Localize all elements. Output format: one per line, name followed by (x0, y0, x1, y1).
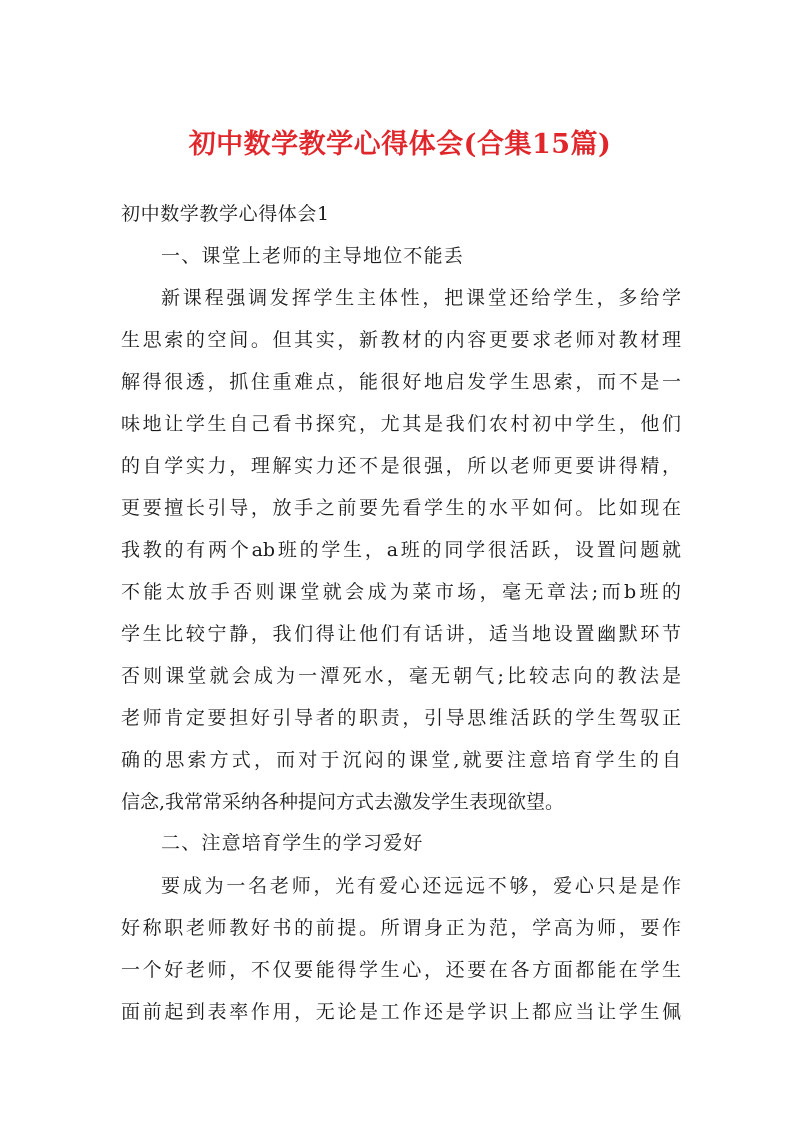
paragraph-2-line: 好称职老师教好书的前提。所谓身正为范，学高为师，要作 (121, 917, 681, 939)
paragraph-1-line: 老师肯定要担好引导者的职责，引导思维活跃的学生驾驭正 (121, 707, 681, 729)
paragraph-1-line: 我教的有两个ab班的学生，a班的同学很活跃，设置问题就 (121, 539, 681, 561)
paragraph-1-line: 生思索的空间。但其实，新教材的内容更要求老师对教材理 (121, 329, 681, 351)
paragraph-1-line: 否则课堂就会成为一潭死水，毫无朝气;比较志向的教法是 (121, 665, 681, 687)
paragraph-2-line: 一个好老师，不仅要能得学生心，还要在各方面都能在学生 (121, 959, 681, 981)
paragraph-1-line: 的自学实力，理解实力还不是很强，所以老师更要讲得精， (121, 455, 681, 477)
paragraph-1-line: 信念,我常常采纳各种提问方式去激发学生表现欲望。 (121, 791, 565, 813)
section-title: 初中数学教学心得体会1 (121, 203, 330, 225)
paragraph-2-line: 面前起到表率作用，无论是工作还是学识上都应当让学生佩 (121, 1001, 681, 1023)
paragraph-1-line: 确的思索方式，而对于沉闷的课堂,就要注意培育学生的自 (121, 749, 681, 771)
paragraph-2-line: 要成为一名老师，光有爱心还远远不够，爱心只是是作 (161, 875, 681, 897)
paragraph-1-line: 不能太放手否则课堂就会成为菜市场，毫无章法;而b班的 (121, 581, 681, 603)
paragraph-1-line: 味地让学生自己看书探究，尤其是我们农村初中学生，他们 (121, 413, 681, 435)
paragraph-1-line: 新课程强调发挥学生主体性，把课堂还给学生，多给学 (161, 287, 681, 309)
paragraph-1-line: 解得很透，抓住重难点，能很好地启发学生思索，而不是一 (121, 371, 681, 393)
heading-1: 一、课堂上老师的主导地位不能丢 (161, 245, 465, 267)
paragraph-1-line: 更要擅长引导，放手之前要先看学生的水平如何。比如现在 (121, 497, 681, 519)
document-title: 初中数学教学心得体会(合集15篇) (188, 129, 612, 160)
heading-2: 二、注意培育学生的学习爱好 (161, 832, 424, 854)
paragraph-1-line: 学生比较宁静，我们得让他们有话讲，适当地设置幽默环节 (121, 623, 681, 645)
